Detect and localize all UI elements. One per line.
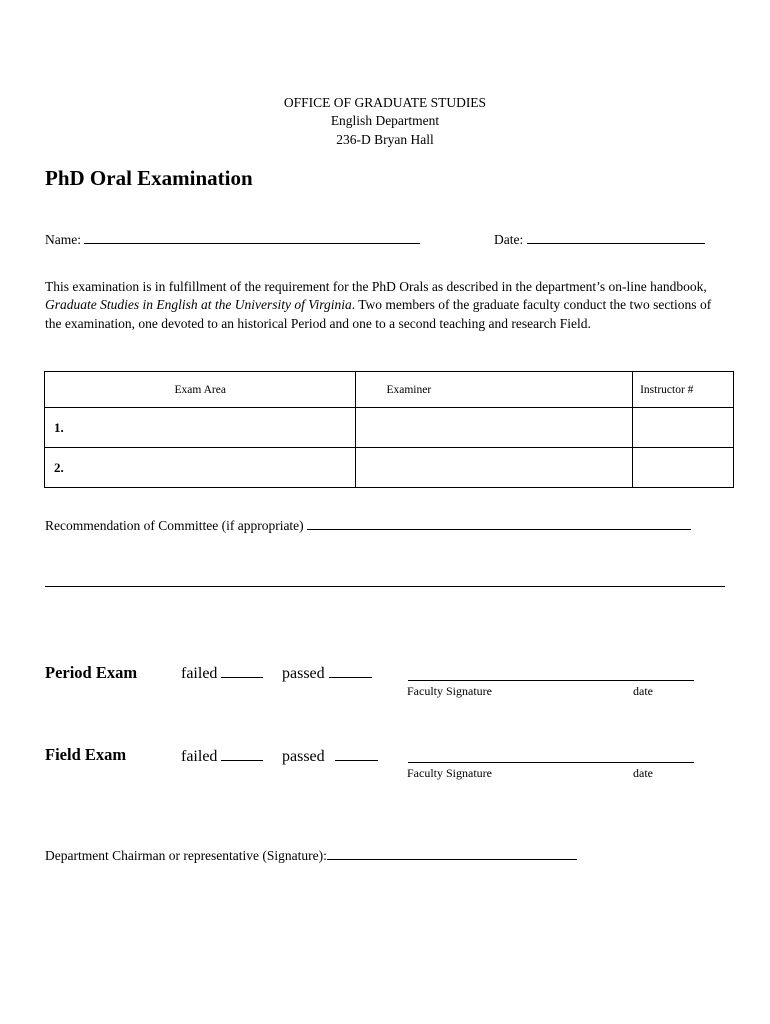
period-exam-label: Period Exam bbox=[45, 663, 138, 682]
period-failed-option[interactable] bbox=[181, 663, 263, 683]
exam-table bbox=[44, 371, 734, 488]
recommendation-blank[interactable] bbox=[307, 517, 691, 530]
field-signature-caption: Faculty Signature bbox=[407, 766, 492, 780]
chairman-label: Department Chairman or representative (Signature): bbox=[45, 848, 327, 863]
column-header-exam-area: Exam Area bbox=[45, 372, 356, 408]
period-date-caption: date bbox=[633, 684, 653, 698]
handbook-title: Graduate Studies in English at the University of Virginia bbox=[45, 297, 352, 313]
column-header-examiner: Examiner bbox=[356, 372, 633, 408]
field-failed-option[interactable] bbox=[181, 746, 263, 766]
recommendation-continuation-line[interactable] bbox=[45, 586, 725, 587]
period-signature-caption: Faculty Signature bbox=[407, 684, 492, 698]
table-row bbox=[45, 448, 734, 488]
date-label: Date: bbox=[494, 232, 524, 247]
intro-text-1: This examination is in fulfillment of the requirement for the PhD Orals as described in the department’s on-line handbook, bbox=[45, 279, 707, 294]
name-blank[interactable] bbox=[84, 231, 420, 244]
office-heading: OFFICE OF GRADUATE STUDIES bbox=[283, 95, 487, 110]
period-failed-blank[interactable] bbox=[221, 663, 263, 678]
period-passed-option[interactable] bbox=[282, 663, 372, 683]
date-field[interactable] bbox=[494, 231, 705, 249]
field-failed-label: failed bbox=[181, 748, 218, 765]
field-exam-label: Field Exam bbox=[45, 745, 127, 764]
table-row bbox=[45, 408, 734, 448]
department-heading: English Department bbox=[330, 113, 440, 128]
period-passed-label: passed bbox=[282, 665, 325, 682]
instructor-cell-2[interactable] bbox=[633, 448, 734, 488]
column-header-instructor: Instructor # bbox=[633, 372, 734, 408]
name-field[interactable] bbox=[45, 231, 420, 249]
chairman-signature-blank[interactable] bbox=[327, 847, 577, 860]
field-passed-blank[interactable] bbox=[335, 746, 378, 761]
date-blank[interactable] bbox=[527, 231, 705, 244]
exam-area-cell-1[interactable]: 1. bbox=[45, 408, 356, 448]
location-heading: 236-D Bryan Hall bbox=[336, 132, 434, 147]
chairman-signature-field[interactable] bbox=[45, 847, 577, 865]
examiner-cell-2[interactable] bbox=[356, 448, 633, 488]
recommendation-field[interactable] bbox=[45, 517, 691, 535]
exam-area-cell-2[interactable]: 2. bbox=[45, 448, 356, 488]
recommendation-label: Recommendation of Committee (if appropriate) bbox=[45, 518, 304, 533]
field-date-caption: date bbox=[633, 766, 653, 780]
table-header-row bbox=[45, 372, 734, 408]
page-title: PhD Oral Examination bbox=[45, 166, 253, 190]
intro-text-2: . Two members of the graduate faculty conduct the two sections of the examination, one devoted to an historical Period and one to a second teaching and research Field. bbox=[45, 297, 712, 331]
period-passed-blank[interactable] bbox=[329, 663, 372, 678]
examiner-cell-1[interactable] bbox=[356, 408, 633, 448]
instructor-cell-1[interactable] bbox=[633, 408, 734, 448]
field-passed-option[interactable] bbox=[282, 746, 378, 766]
field-failed-blank[interactable] bbox=[221, 746, 263, 761]
field-signature-line[interactable] bbox=[408, 762, 694, 763]
period-signature-line[interactable] bbox=[408, 680, 694, 681]
intro-paragraph bbox=[45, 278, 727, 333]
name-label: Name: bbox=[45, 232, 81, 247]
period-failed-label: failed bbox=[181, 665, 218, 682]
field-passed-label: passed bbox=[282, 748, 325, 765]
